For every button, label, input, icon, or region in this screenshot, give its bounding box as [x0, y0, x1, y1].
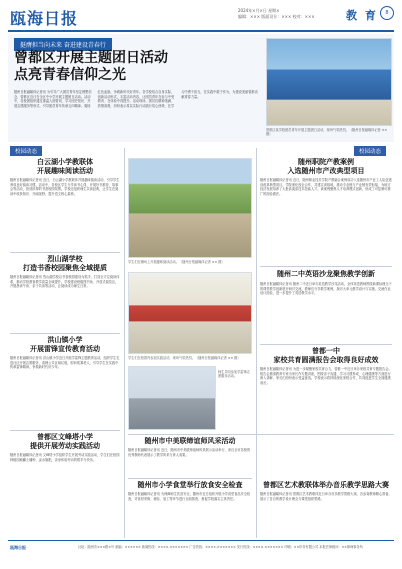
article-title: 曾都一中 家校共育圆满报告会取得良好成效: [273, 346, 379, 364]
divider: [260, 344, 392, 345]
article-title: 随州职院产教案例 入选随州市产改典型项目: [287, 157, 365, 175]
divider: [128, 478, 252, 479]
lead-photo-caption: 曾都区某学校团员青年开展主题团日活动，现场气氛热烈。（随州日报融媒体记者 ×× 摄）: [266, 128, 388, 137]
article-body: 随州日报融媒体记者讯 烈山湖学校以书香校园建设为抓手，打造全方位阅读体系，推动学校教育教学质量全域提升。学校建设班级图书角、开放式阅览区，开展晨读午读、亲子共读等活动，让阅读成为师生日常。: [10, 275, 120, 289]
article-body: 随州日报融媒体记者讯 为进一步凝聚家校共育合力，曾都一中近日举办家校共育专题报告会。报告会邀请教育专家为家长作专题讲座，围绕亲子沟通、学习习惯养成、心理健康等方面进行深入讲解，家长们纷纷表示受益匪浅。学校表示将持续深化家校合作，共同促进学生全面健康成长。: [260, 367, 392, 385]
article-body: 随州日报融媒体记者讯 随州二中近日举办英语教学沙龙活动，全体英语教师围绕新课标理念下的课堂教学创新展开研讨交流。教师们分享教学案例，探讨大单元教学设计与实施，交流作业设计经验，进一步提升了英语教学水平。: [260, 282, 392, 296]
lead-kicker: 挺膺担当向未来 奋进建设青春行: [14, 38, 112, 51]
column-tag-right: 校园动态: [354, 146, 386, 156]
article-body: 随州日报融媒体记者讯 洪山镇小学近日开展学雷锋主题教育活动，组织学生走进社区开展志愿服务，清理公共区域垃圾，慰问孤寡老人，引导学生在实践中传承雷锋精神，争做新时代好少年。: [10, 356, 120, 370]
article-body: 随州日报融媒体记者讯 近日，白云湖小学教联体开展趣味阅读活动，引导学生养成良好阅读习惯。活动中，各校区学生分享读书心得，开展好书推荐、故事会等活动，营造浓厚的书香校园氛围。学校还组织师生共读经典，让学生在阅读中收获知识、开阔视野，提升语文核心素养。: [10, 178, 120, 196]
divider: [10, 333, 120, 334]
divider: [260, 266, 392, 267]
article-title: 洪山镇小学 开展雷锋宣传教育活动: [30, 335, 100, 353]
article-title: 白云湖小学教联体 开展趣味阅读活动: [37, 157, 93, 175]
article-body: 随州日报融媒体记者讯 近日，随州市中美联缔谊师风采展示活动举行，来自全市各校的优秀教师代表展示了教学风采与育人成果。: [128, 448, 251, 457]
article-body: 随州日报融媒体记者讯 为保障师生饮食安全，随州市近日组织开展小学食堂食品安全检查，对食材采购、储存、加工等环节进行全面排查，督促学校落实主体责任。: [128, 492, 251, 501]
column-rule: [256, 148, 257, 538]
photo-school-event: [128, 272, 252, 354]
footer: [8, 540, 394, 566]
divider: [128, 434, 394, 435]
article-body: 随州日报融媒体记者讯 文峰塔小学组织学生开展劳动实践活动，学生们在校园种植园地翻土播种、浇水施肥，亲身体验劳动的艰辛与快乐。: [10, 453, 120, 462]
lead-story: [8, 34, 394, 142]
newspaper-logo: 瓯海日报: [10, 9, 79, 28]
column-tag-left: 校园动态: [10, 146, 42, 156]
photo-caption: 师生共同参加学雷锋志愿服务活动。: [218, 370, 250, 379]
article-body: 随州日报融媒体记者讯 曾都区艺术教联体近日举办音乐教学思路大赛，各参赛教师精心准备，展示了各自的教学设计理念与课堂组织思路。: [260, 492, 392, 501]
photo-caption: 学生们在操场上开展趣味阅读活动。（随州日报融媒体记者 ×× 摄）: [128, 260, 225, 264]
photo-students-activity: [128, 158, 252, 258]
section-title: 教 育: [346, 9, 378, 22]
article-body: 随州日报融媒体记者讯 近日，随州职业技术学院产教融合案例成功入选随州市产业工人队伍建设改革典型项目。学院深化校企合作，共建实训基地，推动专业链与产业链有效衔接，为地方经济发展培养了大批高素质技术技能人才。该案例聚焦人才培养模式创新，形成了可复制可推广的经验做法。: [260, 178, 392, 196]
article-title: 随州市小学食堂举行放食安全检查: [137, 480, 243, 489]
article-title: 曾都区艺术教联体举办音乐教学思路大赛: [263, 480, 389, 489]
lead-body: 随州日报融媒体记者讯 为引导广大团员青年坚定理想信念，曾都区近日在全区中小学开展主题团日活动。活动中，各校团组织通过重温入团誓词、学习团史知识、开展志愿服务等形式，引导团员青年传承五四精神，赓续红色血脉，争做新时代好青年。各学校结合自身实际，创新活动形式，丰富活动内容，让团员青年在参与中受教育、在体验中得提升。活动现场，团员们精神饱满、热情高涨，纷纷表示将以实际行动践行初心使命，在学习中勇于担当，在实践中敢于作为，为建设美丽曾都贡献青春力量。: [14, 90, 258, 108]
article-title: 随州二中英语沙龙聚焦教学创新: [277, 269, 375, 278]
footer-imprint: 社址：随州市×××路×号 邮编：×××××× 新闻热线：××××-××××××× 广告热线：××××-××××××× 发行热线：××××-××××××× 印刷：××印务有限公司 本报法律顾问：××律师事务所: [78, 545, 363, 549]
divider: [10, 430, 120, 431]
column-rule: [124, 148, 125, 538]
photo-volunteers: [128, 366, 216, 430]
lead-photo: [266, 38, 392, 126]
divider: [10, 252, 120, 253]
article-title: 曾都区文峰塔小学 提供开展劳动实践活动: [30, 432, 100, 450]
issue-meta: 2024年×月×日 星期× 编辑：××× 版面设计：××× 校对：×××: [238, 8, 315, 19]
footer-label: 瓯海日报: [10, 545, 26, 550]
article-title: 随州市中美联缔谊师风采活动: [144, 436, 236, 445]
masthead: [8, 4, 394, 32]
photo-caption: 学生们在校园内参加实践活动，现场气氛热烈。（随州日报融媒体记者 ×× 摄）: [128, 356, 241, 360]
lead-headline: 曾都区开展主题团日活动 点亮青春信仰之光: [14, 50, 168, 83]
masthead-rule: [8, 30, 394, 32]
article-title: 烈山湖学校 打造书香校园聚焦全域提质: [23, 254, 107, 272]
page-number: 8: [380, 6, 394, 20]
